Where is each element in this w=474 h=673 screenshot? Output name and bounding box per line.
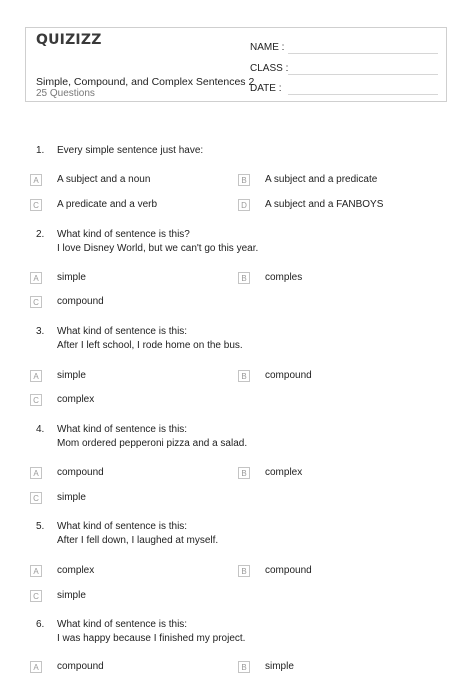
question-text [57,520,218,548]
option-letter-box[interactable]: B [238,272,250,284]
question-text [57,618,245,646]
option-text[interactable]: compound [57,467,104,478]
question-count: 25 Questions [36,88,95,99]
option-text[interactable]: compound [57,296,104,307]
option-letter-box[interactable]: C [30,492,42,504]
option-letter-box[interactable]: A [30,661,42,673]
option-text[interactable]: comples [265,272,303,283]
option-letter-box[interactable]: C [30,296,42,308]
question-text [57,423,247,451]
question-line: Mom ordered pepperoni pizza and a salad. [57,438,248,449]
option-text[interactable]: A subject and a FANBOYS [265,199,384,210]
date-label: DATE : [250,83,282,94]
question-number: 2. [36,229,45,240]
question-line: What kind of sentence is this: [57,326,188,337]
question-line: Every simple sentence just have: [57,145,204,156]
class-label: CLASS : [250,63,289,74]
question-number: 6. [36,619,45,630]
option-text[interactable]: simple [57,590,86,601]
question-line: After I fell down, I laughed at myself. [57,535,219,546]
option-letter-box[interactable]: B [238,565,250,577]
option-text[interactable]: simple [57,272,86,283]
question-text [57,228,258,256]
question-number: 1. [36,145,45,156]
question-line: What kind of sentence is this? [57,229,190,240]
option-text[interactable]: compound [57,661,104,672]
option-text[interactable]: simple [57,492,86,503]
question-line: What kind of sentence is this: [57,521,188,532]
date-line[interactable] [288,94,438,95]
worksheet-header [25,27,447,102]
question-text [57,325,243,353]
option-letter-box[interactable]: C [30,394,42,406]
option-letter-box[interactable]: A [30,272,42,284]
question-line: What kind of sentence is this: [57,424,188,435]
option-letter-box[interactable]: B [238,370,250,382]
question-line: What kind of sentence is this: [57,619,188,630]
class-line[interactable] [288,74,438,75]
option-letter-box[interactable]: A [30,565,42,577]
question-number: 5. [36,521,45,532]
option-letter-box[interactable]: A [30,467,42,479]
question-line: After I left school, I rode home on the bus. [57,340,243,351]
option-text[interactable]: simple [265,661,294,672]
question-number: 4. [36,424,45,435]
question-text [57,144,203,158]
option-letter-box[interactable]: B [238,661,250,673]
option-letter-box[interactable]: A [30,174,42,186]
option-text[interactable]: simple [57,370,86,381]
option-text[interactable]: complex [265,467,303,478]
option-text[interactable]: complex [57,565,95,576]
option-letter-box[interactable]: C [30,590,42,602]
name-label: NAME : [250,42,285,53]
option-letter-box[interactable]: C [30,199,42,211]
question-line: I love Disney World, but we can't go this year. [57,243,259,254]
option-letter-box[interactable]: D [238,199,250,211]
option-text[interactable]: compound [265,565,312,576]
option-text[interactable]: A subject and a predicate [265,174,378,185]
question-line: I was happy because I finished my project. [57,633,246,644]
option-letter-box[interactable]: A [30,370,42,382]
quizizz-logo: QUIZIZZ [36,32,102,48]
option-text[interactable]: A predicate and a verb [57,199,158,210]
option-letter-box[interactable]: B [238,174,250,186]
option-text[interactable]: compound [265,370,312,381]
option-text[interactable]: A subject and a noun [57,174,151,185]
name-line[interactable] [288,53,438,54]
worksheet-title: Simple, Compound, and Complex Sentences 2 [36,76,255,88]
option-letter-box[interactable]: B [238,467,250,479]
question-number: 3. [36,326,45,337]
option-text[interactable]: complex [57,394,95,405]
